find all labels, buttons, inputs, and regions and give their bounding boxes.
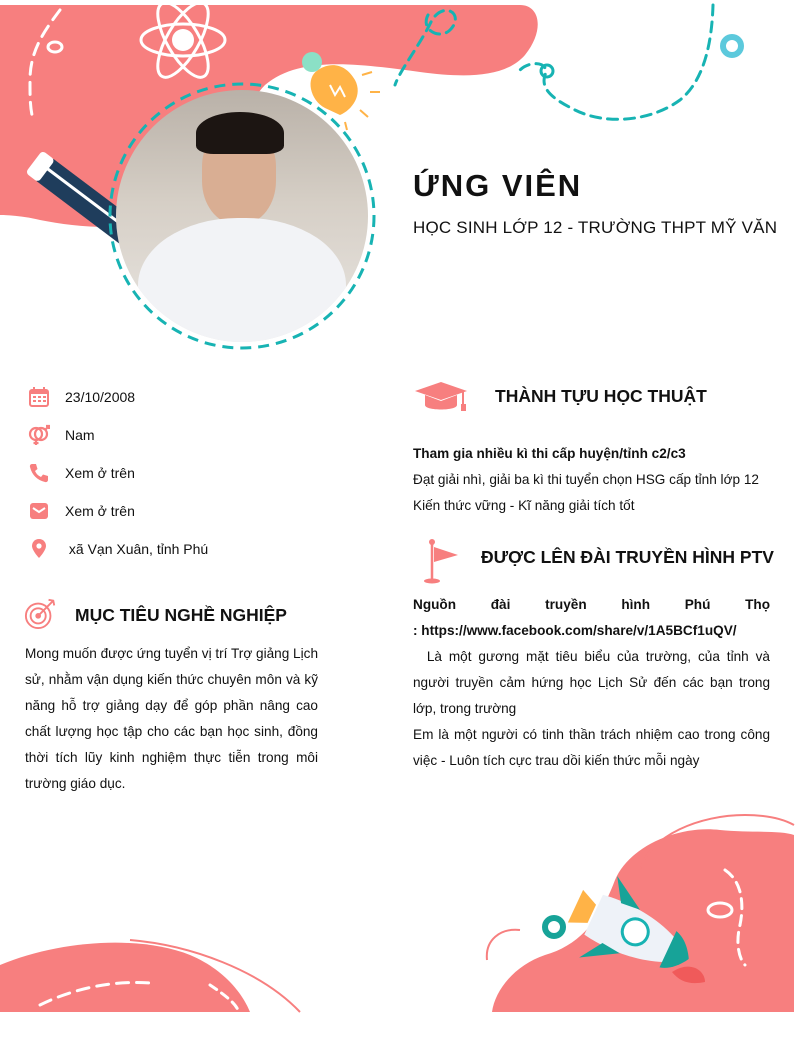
career-goal-title: MỤC TIÊU NGHỀ NGHIỆP: [75, 605, 287, 625]
info-gender: [28, 422, 95, 448]
academic-content: [413, 441, 770, 519]
tv-content: [413, 592, 774, 774]
tv-text-1: Là một gương mặt tiêu biểu của trường, của tỉnh và người truyền cảm hứng học Lịch Sử đến các bạn trong lớp, trong trường: [413, 649, 774, 716]
academic-line-3: Kiến thức vững - Kĩ năng giải tích tốt: [413, 498, 635, 513]
phone-value: Xem ở trên: [65, 465, 135, 481]
info-address: [28, 536, 208, 562]
info-birthdate: [28, 384, 135, 410]
target-icon: [24, 596, 58, 630]
academic-line-2: Đạt giải nhì, giải ba kì thi tuyển chọn HSG cấp tỉnh lớp 12: [413, 472, 759, 487]
graduation-cap-icon: [413, 381, 469, 413]
career-goal-text: Mong muốn được ứng tuyển vị trí Trợ giảng Lịch sử, nhằm vận dụng kiến thức chuyên môn và kỹ năng hỗ trợ giảng dạy để góp phần nâng cao chất lượng học tập cho các bạn học sinh, đồng thời tích lũy kinh nghiệm thực tiễn trong môi trường giáo dục.: [25, 646, 318, 791]
email-icon: [28, 500, 50, 522]
email-value: Xem ở trên: [65, 503, 135, 519]
avatar-shirt: [138, 218, 346, 342]
candidate-name: ỨNG VIÊN: [413, 168, 583, 203]
tv-source-link[interactable]: : https://www.facebook.com/share/v/1A5BCf1uQV/: [413, 623, 737, 638]
flag-icon: [420, 538, 460, 584]
tv-source-label: Nguồn đài truyền hình Phú Thọ: [413, 597, 770, 612]
tv-title: ĐƯỢC LÊN ĐÀI TRUYỀN HÌNH PTV: [481, 547, 774, 567]
address-value: xã Vạn Xuân, tỉnh Phú: [65, 541, 209, 557]
info-phone: [28, 460, 135, 486]
bottom-left-blob: [0, 943, 250, 1012]
avatar-hair: [196, 112, 284, 154]
candidate-role: HỌC SINH LỚP 12 - TRƯỜNG THPT MỸ VĂN: [413, 218, 778, 237]
avatar: [116, 90, 368, 342]
birthdate-value: 23/10/2008: [65, 389, 136, 405]
gender-value: Nam: [65, 427, 95, 443]
phone-icon: [28, 462, 50, 484]
calendar-icon: [28, 386, 50, 408]
academic-title: THÀNH TỰU HỌC THUẬT: [495, 386, 707, 406]
tv-text-2: Em là một người có tinh thần trách nhiệm cao trong công việc - Luôn tích cực trau dồi kiến thức mỗi ngày: [413, 727, 770, 768]
academic-line-1: Tham gia nhiều kì thi cấp huyện/tỉnh c2/c3: [413, 446, 686, 461]
gender-icon: [28, 424, 50, 446]
info-email: [28, 498, 135, 524]
location-pin-icon: [28, 538, 50, 560]
